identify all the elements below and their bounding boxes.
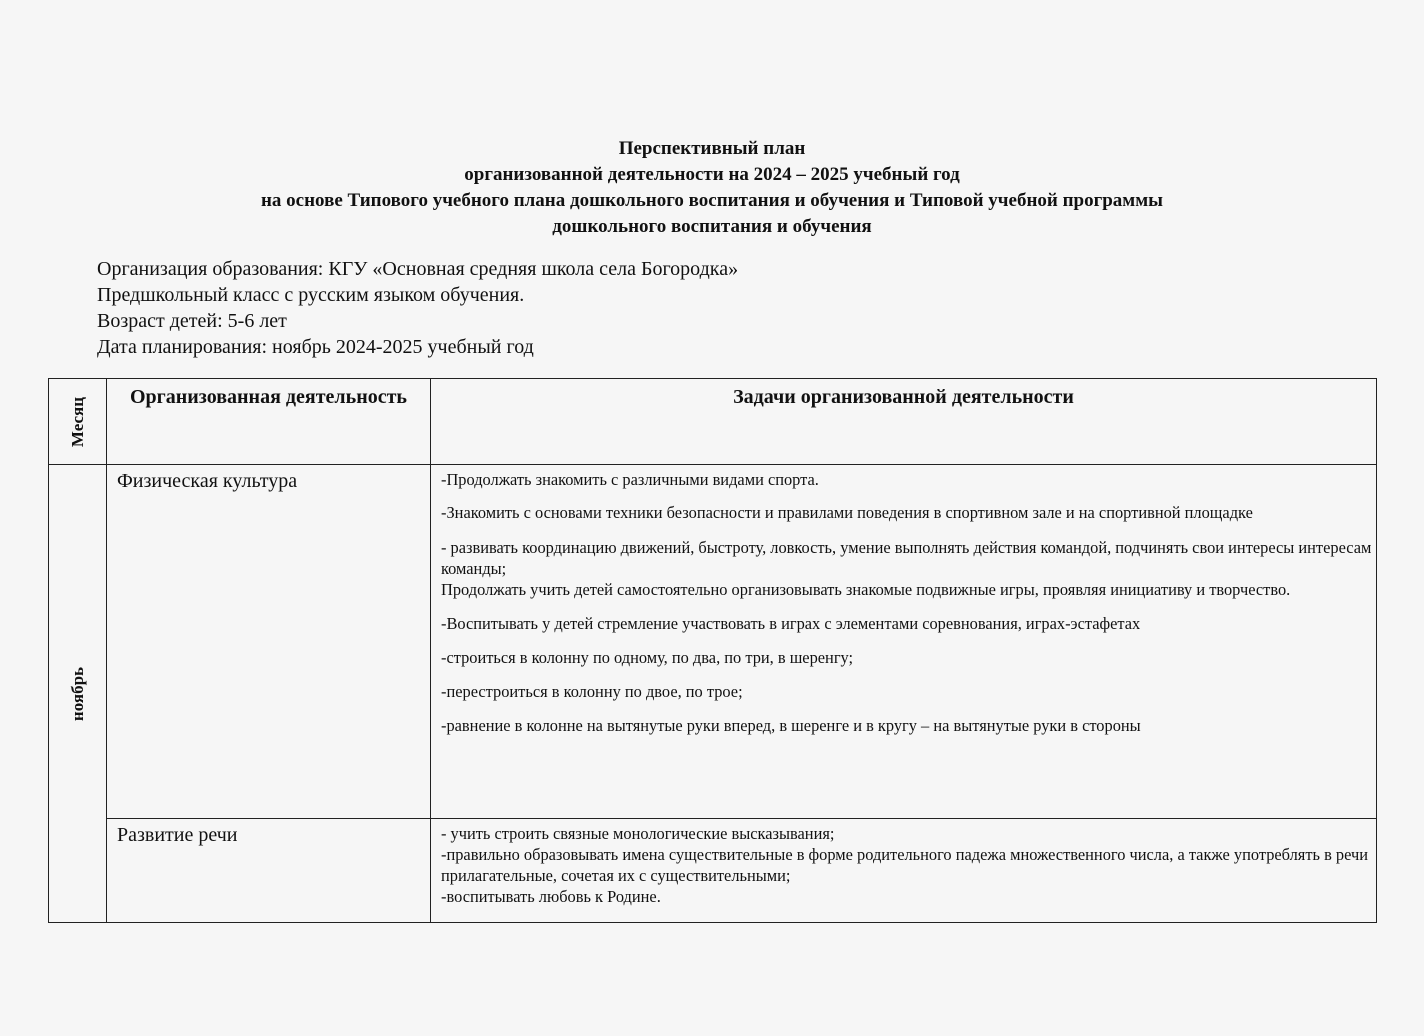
header-basis-line-2: дошкольного воспитания и обучения <box>552 216 872 237</box>
task-item: -Воспитывать у детей стремление участвовать в играх с элементами соревнования, играх-эстафетах <box>441 614 1141 633</box>
activity-header-cell <box>107 379 431 465</box>
task-item: - развивать координацию движений, быстроту, ловкость, умение выполнять действия командой, подчинять свои интересы интересам команды; <box>441 538 1372 578</box>
activity-name: Физическая культура <box>117 470 298 492</box>
activity-cell <box>107 465 431 819</box>
tasks-list <box>431 465 1376 736</box>
month-column-header: Месяц <box>67 396 87 447</box>
table-row <box>49 819 1377 923</box>
plan-table <box>48 378 1377 923</box>
info-date: Дата планирования: ноябрь 2024-2025 учебный год <box>97 336 534 358</box>
tasks-cell <box>431 465 1377 819</box>
header-title: Перспективный план <box>618 138 806 159</box>
header-basis-line: на основе Типового учебного плана дошкольного воспитания и обучения и Типовой учебной программы <box>260 190 1164 211</box>
tasks-column-header: Задачи организованной деятельности <box>733 386 1074 408</box>
document-header <box>0 136 1424 240</box>
task-item: -Продолжать знакомить с различными видами спорта. <box>441 470 819 489</box>
task-item: -строиться в колонну по одному, по два, по три, в шеренгу; <box>441 648 854 667</box>
task-item: Продолжать учить детей самостоятельно организовывать знакомые подвижные игры, проявляя инициативу и творчество. <box>441 580 1291 599</box>
tasks-cell <box>431 819 1377 923</box>
month-cell <box>49 465 107 923</box>
task-item: -Знакомить с основами техники безопасности и правилами поведения в спортивном зале и на спортивной площадке <box>441 503 1253 522</box>
task-item: -воспитывать любовь к Родине. <box>441 887 661 906</box>
header-subtitle: организованной деятельности на 2024 – 2025 учебный год <box>464 164 960 185</box>
task-item: -перестроиться в колонну по двое, по трое; <box>441 682 743 701</box>
activity-column-header: Организованная деятельность <box>129 386 407 408</box>
tasks-header-cell <box>431 379 1377 465</box>
task-item: -равнение в колонне на вытянутые руки вперед, в шеренге и в кругу – на вытянутые руки в стороны <box>441 716 1141 735</box>
month-header-cell <box>49 379 107 465</box>
table-header-row <box>49 379 1377 465</box>
task-item: -правильно образовывать имена существительные в форме родительного падежа множественного числа, а также употреблять в речи прилагательные, сочетая их с существительными; <box>441 845 1368 885</box>
table-row <box>49 465 1377 819</box>
info-class: Предшкольный класс с русским языком обучения. <box>97 284 525 306</box>
document-info <box>97 256 738 360</box>
activity-cell <box>107 819 431 923</box>
activity-name: Развитие речи <box>117 824 238 846</box>
month-label: ноябрь <box>67 666 87 721</box>
info-organization: Организация образования: КГУ «Основная средняя школа села Богородка» <box>97 258 739 280</box>
info-age: Возраст детей: 5-6 лет <box>97 310 287 332</box>
tasks-list <box>431 819 1376 907</box>
task-item: - учить строить связные монологические высказывания; <box>441 824 835 843</box>
